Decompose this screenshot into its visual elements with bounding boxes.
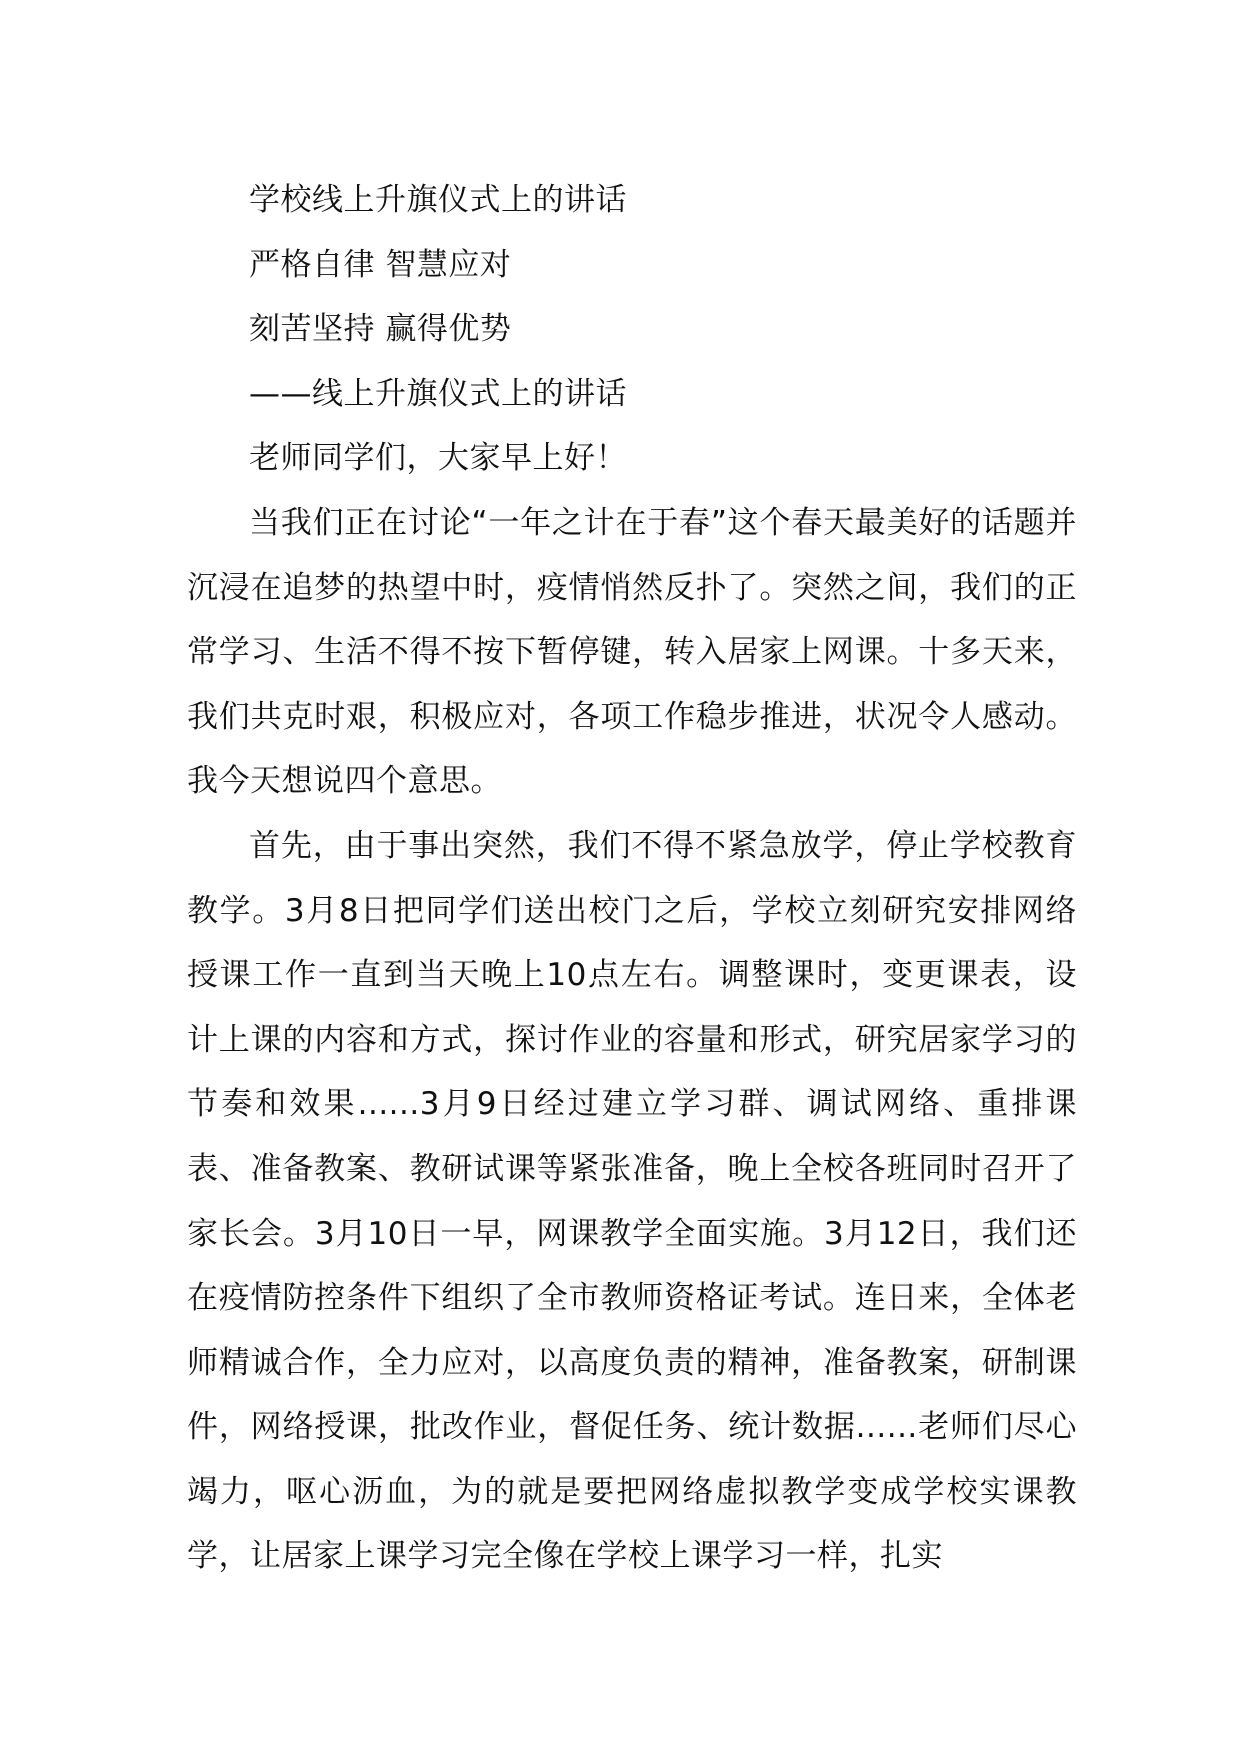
subtitle-byline: ——线上升旗仪式上的讲话 bbox=[249, 375, 627, 412]
greeting: 老师同学们，大家早上好！ bbox=[249, 440, 627, 477]
paragraph-2: 首先，由于事出突然，我们不得不紧急放学，停止学校教育教学。3月8日把同学们送出校门之后，学校立刻研究安排网络授课工作一直到当天晚上10点左右。调整课时，变更课表，设计上课的内容和方式，探讨作业的容量和形式，研究居家学习的节奏和效果......3月9日经过建立学习群、调试网络、重排课表、准备教案、教研试课等紧张准备，晚上全校各班同时召开了家长会。3月10日一早，网课教学全面实施。3月12日，我们还在疫情防控条件下组织了全市教师资格证考试。连日来，全体老师精诚合作，全力应对，以高度负责的精神，准备教案，研制课件，网络授课，批改作业，督促任务、统计数据......老师们尽心竭力，呕心沥血，为的就是要把网络虚拟教学变成学校实课教学，让居家上课学习完全像在学校上课学习一样，扎实 bbox=[187, 827, 1077, 1575]
document-body bbox=[187, 168, 1077, 1589]
paragraph-1: 当我们正在讨论“一年之计在于春”这个春天最美好的话题并沉浸在追梦的热望中时，疫情悄然反扑了。突然之间，我们的正常学习、生活不得不按下暂停键，转入居家上网课。十多天来，我们共克时艰，积极应对，各项工作稳步推进，状况令人感动。我今天想说四个意思。 bbox=[187, 504, 1077, 800]
subtitle-line-1: 严格自律 智慧应对 bbox=[249, 246, 512, 283]
subtitle-line-2: 刻苦坚持 赢得优势 bbox=[249, 311, 512, 348]
document-title: 学校线上升旗仪式上的讲话 bbox=[249, 182, 627, 218]
